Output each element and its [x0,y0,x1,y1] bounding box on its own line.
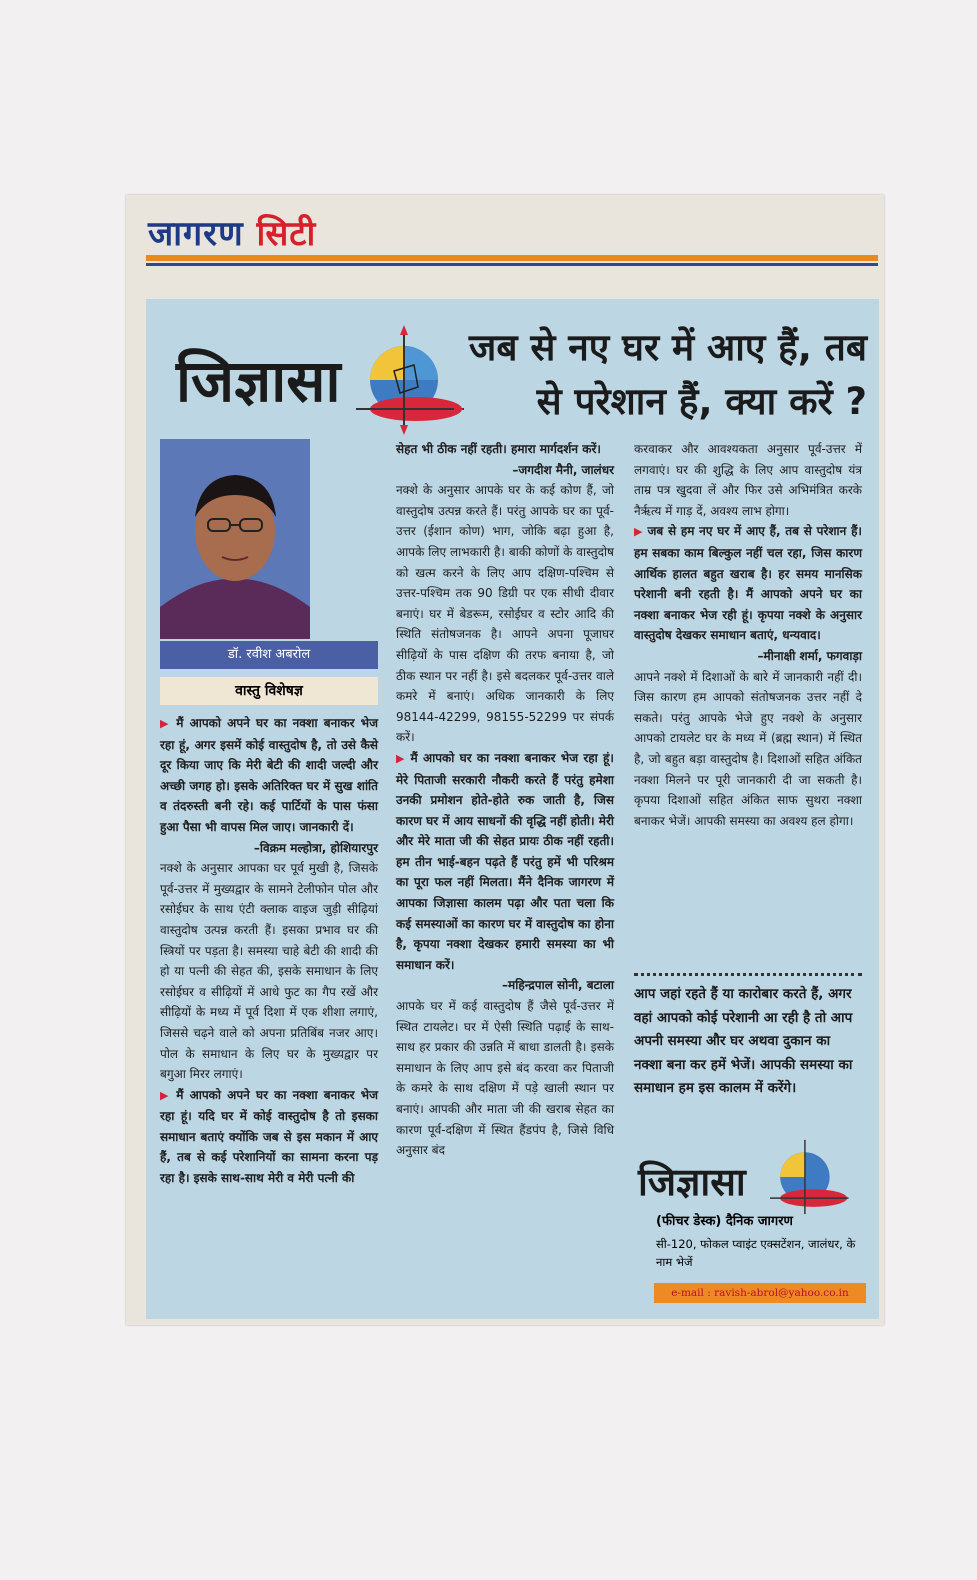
bullet-triangle-icon: ▶ [160,717,177,730]
signature-1: –विक्रम मल्होत्रा, होशियारपुर [253,840,378,855]
orange-rule [146,255,878,261]
signature-3: –महिन्द्रपाल सोनी, बटाला [502,978,614,993]
column-brand-small: जिज्ञासा [638,1159,746,1204]
expert-role: वास्तु विशेषज्ञ [160,677,378,705]
headline-line1: जब से नए घर में आए हैं, तब [468,326,867,369]
column-brand: जिज्ञासा [176,347,341,415]
signature-4: –मीनाक्षी शर्मा, फगवाड़ा [757,648,862,663]
article-panel [146,299,879,1319]
answer-4: आपने नक्शे में दिशाओं के बारे में जानकारी नहीं दी। जिस कारण हम आपको संतोषजनक उत्तर नहीं दे सकते। परंतु आपके भेजे हुए नक्शे के अनुसार आपको टायलेट घर के मध्य में (ब्रह्म स्थान) में स्थित है, जो बहुत बड़ा वास्तुदोष है। दिशाओं सहित अंकित नक्शा मिलने पर पूरी जानकारी दी जा सकती है। कृपया दिशाओं सहित अंकित साफ सुथरा नक्शा बनाकर भेजें। आपकी समस्या का अवश्य हल होगा। [634,669,862,828]
signature-2: –जगदीश मैनी, जालंधर [512,462,614,477]
postal-address: सी-120, फोकल प्वाइंट एक्सटेंशन, जालंधर, के नाम भेजें [656,1237,856,1269]
masthead-part1: जागरण [148,214,244,254]
headline-line2: से परेशान हैं, क्या करें ? [536,380,867,423]
newspaper-clipping [126,195,884,1325]
bullet-triangle-icon: ▶ [396,751,411,765]
answer-1: नक्शे के अनुसार आपका घर पूर्व मुखी है, जिसके पूर्व-उत्तर में मुख्यद्वार के सामने टेलीफोन पोल और रसोईघर के साथ एंटी क्लाक वाइज जुड़ी सीढ़ियां वास्तुदोष उत्पन्न करती हैं। इसका प्रभाव घर की स्त्रियों पर पड़ता है। समस्या चाहे बेटी की शादी की हो या पत्नी की सेहत की, इसके समाधान के लिए रसोईघर व सीढ़ियों में आधे फुट का गैप रखें और सीढ़ियों के मध्य में पूर्व दिशा में एक शीशा लगाएं, जिससे चढ़ने वाले को अपना प्रतिबिंब नजर आए। पोल के समाधान के लिए घर के मुख्यद्वार पर बगुआ मिरर लगाएं। [160,861,378,1082]
dotted-divider [634,973,862,976]
email-address: e-mail : ravish-abrol@yahoo.co.in [654,1283,866,1303]
column-3 [634,439,862,831]
masthead-part2: सिटी [256,214,317,254]
column-1 [160,713,378,1189]
answer-3: आपके घर में कई वास्तुदोष हैं जैसे पूर्व-उत्तर में स्थित टायलेट। घर में ऐसी स्थिति पढ़ाई के साथ-साथ हर प्रकार की उन्नति में बाधा डालती है। इसके समाधान के लिए आप इसे बंद करवा कर पिताजी के कमरे के साथ दक्षिण में पड़े खाली स्थान पर बनाएं। आपकी और माता जी की खराब सेहत का कारण पूर्व-दक्षिण में स्थित हैंडपंप है, जिसे विधि अनुसार बंद [396,999,614,1158]
headline [437,321,867,429]
question-1: मैं आपको अपने घर का नक्शा बनाकर भेज रहा हूं, अगर इसमें कोई वास्तुदोष है, तो उसे कैसे दूर किया जाए कि मेरी बेटी की शादी जल्दी और अच्छी जगह हो। इसके अतिरिक्त घर में सुख शांति व तंदरुस्ती बनी रहे। कई पार्टियों के पास फंसा हुआ पैसा भी वापस मिल जाए। जानकारी दें। [160,716,378,834]
question-2: मैं आपको अपने घर का नक्शा बनाकर भेज रहा हूं। यदि घर में कोई वास्तुदोष है तो इसका समाधान बताएं क्योंकि जब से इस मकान में आए हैं, तब से कई परेशानियों का सामना करना पड़ रहा है। इसके साथ-साथ मेरी व मेरी पत्नी की [160,1087,378,1186]
blue-rule [146,263,878,266]
reader-invitation: आप जहां रहते हैं या कारोबार करते हैं, अगर वहां आपको कोई परेशानी आ रही है तो आप अपनी समस्या और घर अथवा दुकान का नक्शा बना कर हमें भेजें। आपकी समस्या का समाधान हम इस कालम में करेंगे। [634,986,853,1096]
bullet-triangle-icon: ▶ [634,525,648,539]
bullet-triangle-icon: ▶ [160,1088,177,1102]
answer-3-continued: करवाकर और आवश्यकता अनुसार पूर्व-उत्तर में लगवाएं। घर की शुद्धि के लिए आप वास्तुदोष यंत्र ताम्र पत्र खुदवा लें और फिर उसे अभिमंत्रित करके नैर्ऋत्य में गाड़ दें, अवश्य लाभ होगा। [634,442,862,518]
feature-desk: (फीचर डेस्क) दैनिक जागरण [656,1214,793,1229]
column-2 [396,439,614,1161]
question-2-continued: सेहत भी ठीक नहीं रहती। हमारा मार्गदर्शन करें। [396,442,601,456]
masthead [148,209,316,255]
expert-name: डॉ. रवीश अबरोल [160,641,378,669]
expert-photo [160,439,310,639]
answer-2: नक्शे के अनुसार आपके घर के कई कोण हैं, जो वास्तुदोष उत्पन्न करते हैं। परंतु आपके घर का पूर्व-उत्तर (ईशान कोण) भाग, जोकि बढ़ा हुआ है, आपके लिए लाभकारी है। बाकी कोणों के वास्तुदोष को खत्म करने के लिए आप दक्षिण-पश्चिम से उत्तर-पश्चिम तक 90 डिग्री पर एक सीधी दीवार बनाएं। घर में बेडरूम, रसोईघर व स्टोर आदि की स्थिति संतोषजनक है। आपने अपना पूजाघर सीढ़ियों के पास दक्षिण की तरफ बनाया है, जो ठीक स्थान पर नहीं है। इसे बदलकर पूर्व-उत्तर वाले कमरे में बनाएं। अधिक जानकारी के लिए 98144-42299, 98155-52299 पर संपर्क करें। [396,483,614,745]
globe-compass-icon-small [770,1137,850,1217]
question-4: जब से हम नए घर में आए हैं, तब से परेशान हैं। हम सबका काम बिल्कुल नहीं चल रहा, जिस कारण आर्थिक हालत बहुत खराब है। हर समय मानसिक परेशानी बनी रहती है। मैं आपको अपने घर का नक्शा बनाकर भेज रही हूं। कृपया नक्शे के अनुसार वास्तुदोष देखकर समाधान बताएं, धन्यवाद। [634,524,862,643]
question-3: मैं आपको घर का नक्शा बनाकर भेज रहा हूं। मेरे पिताजी सरकारी नौकरी करते हैं परंतु हमेशा उनकी प्रमोशन होते-होते रुक जाती है, जिस कारण घर में आय साधनों की वृद्धि नहीं होती। मेरी और मेरे माता जी की सेहत प्रायः ठीक नहीं रहती। हम तीन भाई-बहन पढ़ते हैं परंतु हमें भी परिश्रम का पूरा फल नहीं मिलता। मैंने दैनिक जागरण में आपका जिज्ञासा कालम पढ़ा और पता चला कि कई समस्याओं का कारण घर में वास्तुदोष का होना है, कृपया नक्शा देखकर हमारी समस्या का भी समाधान करें। [396,750,614,972]
